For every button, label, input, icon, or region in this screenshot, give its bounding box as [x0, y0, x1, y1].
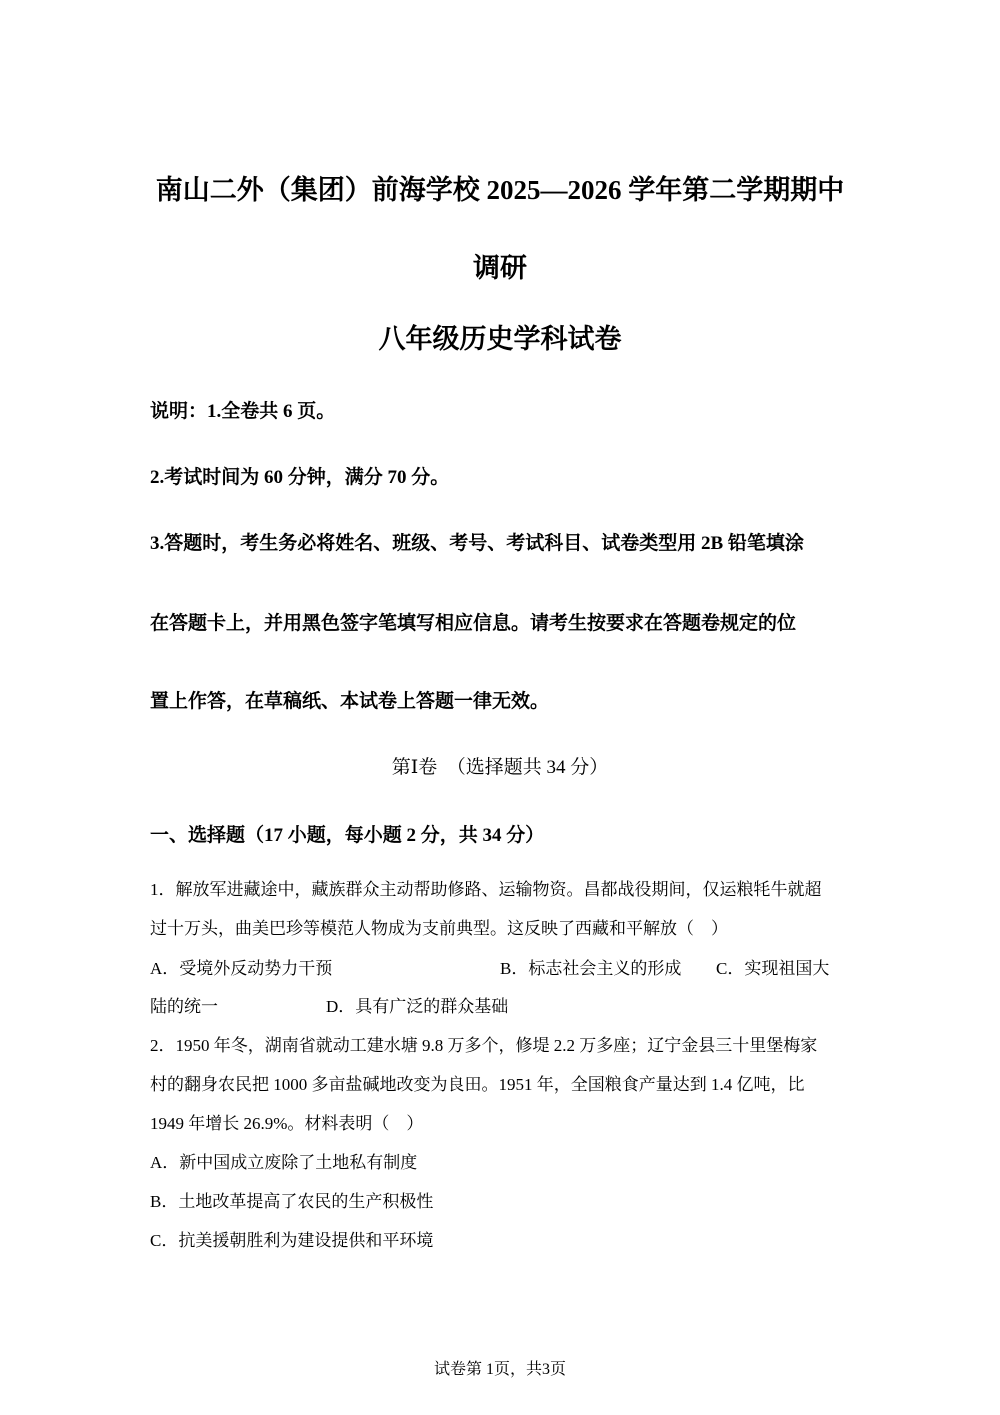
- volume-heading: 第Ⅰ卷 （选择题共 34 分）: [391, 757, 609, 778]
- question-1-option-c: C．实现祖国大: [716, 959, 830, 978]
- question-2-option-a: A．新中国成立废除了土地私有制度: [150, 1153, 418, 1172]
- instruction-line-2: 2.考试时间为 60 分钟，满分 70 分。: [150, 467, 450, 488]
- question-1-option-c-continued: 陆的统一: [150, 997, 218, 1016]
- question-2-stem-line3: 1949 年增长 26.9%。材料表明（ ）: [150, 1114, 424, 1133]
- question-1-option-b: B．标志社会主义的形成: [500, 959, 682, 978]
- instruction-line-3c: 置上作答，在草稿纸、本试卷上答题一律无效。: [150, 691, 550, 712]
- question-1-stem-line2: 过十万头，曲美巴珍等模范人物成为支前典型。这反映了西藏和平解放（ ）: [150, 919, 728, 938]
- question-1-option-d: D．具有广泛的群众基础: [326, 997, 509, 1016]
- question-2-stem-line1: 2．1950 年冬，湖南省就动工建水塘 9.8 万多个，修堤 2.2 万多座；辽宁金县三十里堡梅家: [150, 1036, 818, 1055]
- question-1-stem-line1: 1．解放军进藏途中，藏族群众主动帮助修路、运输物资。昌都战役期间，仅运粮牦牛就超: [150, 880, 822, 899]
- section-heading: 一、选择题（17 小题，每小题 2 分，共 34 分）: [150, 825, 545, 846]
- instruction-line-3b: 在答题卡上，并用黑色签字笔填写相应信息。请考生按要求在答题卷规定的位: [150, 613, 797, 634]
- question-2-option-c: C．抗美援朝胜利为建设提供和平环境: [150, 1231, 434, 1250]
- question-2-stem-line2: 村的翻身农民把 1000 多亩盐碱地改变为良田。1951 年，全国粮食产量达到 1.4 亿吨，比: [150, 1075, 805, 1094]
- question-1-option-a: A．受境外反动势力干预: [150, 959, 333, 978]
- question-2-option-b: B．土地改革提高了农民的生产积极性: [150, 1192, 434, 1211]
- exam-title-line1: 南山二外（集团）前海学校 2025—2026 学年第二学期期中: [155, 175, 845, 205]
- instruction-line-3a: 3.答题时，考生务必将姓名、班级、考号、考试科目、试卷类型用 2B 铅笔填涂: [150, 533, 804, 554]
- exam-title-line2: 调研: [473, 253, 527, 283]
- instruction-line-1: 说明：1.全卷共 6 页。: [150, 401, 336, 422]
- page-footer: 试卷第 1页，共3页: [433, 1361, 566, 1378]
- exam-subtitle: 八年级历史学科试卷: [378, 324, 622, 354]
